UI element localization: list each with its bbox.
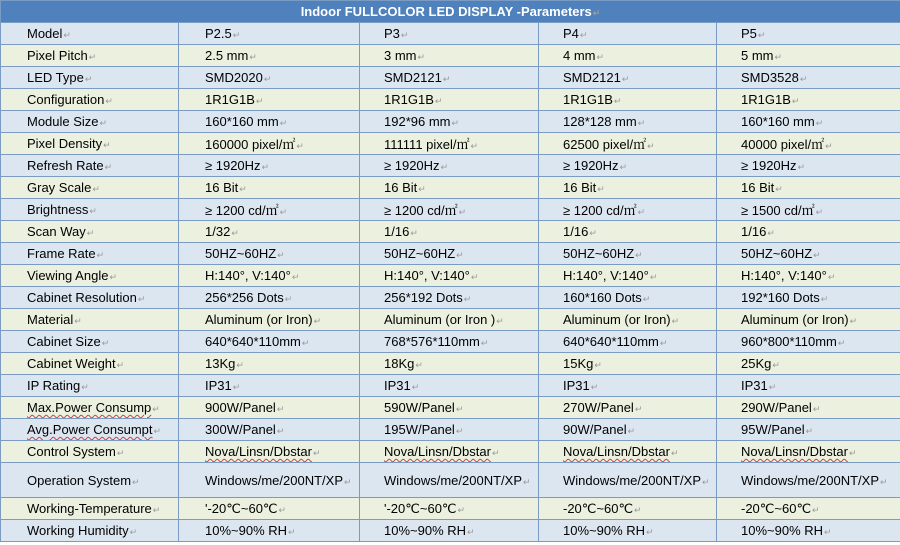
row-label: Cabinet Weight: [27, 356, 116, 371]
value-cell: 25Kg↵: [717, 353, 900, 375]
cell-value: 1/16: [563, 224, 589, 239]
cell-value: P3: [384, 26, 400, 41]
value-cell: 18Kg↵: [360, 353, 539, 375]
cell-value: 50HZ~60HZ: [563, 246, 635, 261]
row-label: Working-Temperature: [27, 501, 152, 516]
value-cell: Aluminum (or Iron )↵: [360, 309, 539, 331]
value-cell: 128*128 mm↵: [539, 111, 717, 133]
cell-value: 300W/Panel: [205, 422, 276, 437]
value-cell: 768*576*110mm↵: [360, 331, 539, 353]
cell-value: SMD3528: [741, 70, 799, 85]
value-cell: 960*800*110mm↵: [717, 331, 900, 353]
value-cell: 1R1G1B↵: [717, 89, 900, 111]
value-cell: 640*640*110mm↵: [179, 331, 360, 353]
value-cell: 290W/Panel↵: [717, 397, 900, 419]
table-row: [1, 111, 900, 133]
cell-value: 160*160 Dots: [563, 290, 642, 305]
cell-value: -20℃~60℃: [563, 500, 634, 516]
row-label-cell: Pixel Density↵: [1, 133, 179, 155]
value-cell: H:140°, V:140°↵: [179, 265, 360, 287]
table-row: [1, 133, 900, 155]
table-row: [1, 309, 900, 331]
value-cell: 2.5 mm↵: [179, 45, 360, 67]
cell-value: P2.5: [205, 26, 232, 41]
table-title-text: Indoor FULLCOLOR LED DISPLAY -Parameters: [300, 4, 592, 19]
value-cell: 15Kg↵: [539, 353, 717, 375]
row-label: Control System: [27, 444, 116, 459]
cell-value: 1/16: [741, 224, 767, 239]
cell-value: 290W/Panel: [741, 400, 812, 415]
row-label: Pixel Density: [27, 136, 103, 151]
cell-value: H:140°, V:140°: [741, 268, 827, 283]
row-label-cell: Operation System↵: [1, 463, 179, 498]
value-cell: P4↵: [539, 23, 717, 45]
cell-value: ≥ 1920Hz: [205, 158, 261, 173]
cell-value: Nova/Linsn/Dbstar: [205, 444, 312, 459]
value-cell: 590W/Panel↵: [360, 397, 539, 419]
row-label-cell: Configuration↵: [1, 89, 179, 111]
row-label: Pixel Pitch: [27, 48, 88, 63]
cell-value: 40000 pixel/㎡: [741, 137, 825, 152]
cell-value: 1R1G1B: [741, 92, 791, 107]
value-cell: 270W/Panel↵: [539, 397, 717, 419]
cell-value: 195W/Panel: [384, 422, 455, 437]
row-label-cell: Working Humidity↵: [1, 520, 179, 542]
table-row: [1, 155, 900, 177]
row-label-cell: Avg.Power Consumpt↵: [1, 419, 179, 441]
cell-value: 5 mm: [741, 48, 774, 63]
row-label-cell: Viewing Angle↵: [1, 265, 179, 287]
cell-value: 16 Bit: [384, 180, 418, 195]
table-title-row: [1, 1, 900, 23]
cell-value: 95W/Panel: [741, 422, 805, 437]
value-cell: 256*192 Dots↵: [360, 287, 539, 309]
cell-value: 960*800*110mm: [741, 334, 837, 349]
row-label: Configuration: [27, 92, 105, 107]
value-cell: 50HZ~60HZ↵: [717, 243, 900, 265]
table-row: [1, 463, 900, 498]
cell-value: P5: [741, 26, 757, 41]
cell-value: 111111 pixel/㎡: [384, 137, 470, 152]
table-row: [1, 520, 900, 542]
row-label-cell: Scan Way↵: [1, 221, 179, 243]
cell-value: Nova/Linsn/Dbstar: [563, 444, 670, 459]
cell-value: ≥ 1200 cd/㎡: [384, 203, 458, 218]
value-cell: 16 Bit↵: [360, 177, 539, 199]
table-row: [1, 243, 900, 265]
row-label-cell: Cabinet Weight↵: [1, 353, 179, 375]
cell-value: 25Kg: [741, 356, 772, 371]
table-row: [1, 265, 900, 287]
table-row: [1, 498, 900, 520]
value-cell: 1/16↵: [717, 221, 900, 243]
cell-value: Windows/me/200NT/XP: [741, 472, 879, 488]
row-label-cell: Working-Temperature↵: [1, 498, 179, 520]
cell-value: 10%~90% RH: [205, 523, 288, 538]
value-cell: 62500 pixel/㎡↵: [539, 133, 717, 155]
cell-value: IP31: [741, 378, 768, 393]
value-cell: 50HZ~60HZ↵: [360, 243, 539, 265]
cell-value: 50HZ~60HZ: [205, 246, 277, 261]
row-label: Cabinet Resolution: [27, 290, 137, 305]
value-cell: 50HZ~60HZ↵: [539, 243, 717, 265]
row-label: Refresh Rate: [27, 158, 104, 173]
value-cell: 160*160 mm↵: [717, 111, 900, 133]
cell-value: 1R1G1B: [563, 92, 613, 107]
value-cell: Nova/Linsn/Dbstar↵: [360, 441, 539, 463]
parameters-table-body: [1, 1, 900, 542]
row-label: Scan Way: [27, 224, 86, 239]
row-label: Model: [27, 26, 63, 41]
value-cell: 10%~90% RH↵: [539, 520, 717, 542]
table-row: [1, 67, 900, 89]
table-row: [1, 177, 900, 199]
cell-value: 1/16: [384, 224, 410, 239]
value-cell: 10%~90% RH↵: [717, 520, 900, 542]
value-cell: 16 Bit↵: [717, 177, 900, 199]
value-cell: 10%~90% RH↵: [179, 520, 360, 542]
row-label-cell: Model↵: [1, 23, 179, 45]
cell-value: 62500 pixel/㎡: [563, 137, 647, 152]
cell-value: IP31: [384, 378, 411, 393]
table-row: [1, 89, 900, 111]
row-label: LED Type: [27, 70, 84, 85]
cell-value: ≥ 1200 cd/㎡: [205, 203, 279, 218]
cell-value: SMD2020: [205, 70, 263, 85]
row-label: Avg.Power Consumpt: [27, 422, 153, 437]
value-cell: IP31↵: [717, 375, 900, 397]
cell-value: Nova/Linsn/Dbstar: [741, 444, 848, 459]
row-label: Cabinet Size: [27, 334, 101, 349]
value-cell: 16 Bit↵: [179, 177, 360, 199]
cell-value: 590W/Panel: [384, 400, 455, 415]
value-cell: P5↵: [717, 23, 900, 45]
cell-value: Windows/me/200NT/XP: [205, 472, 343, 488]
value-cell: 40000 pixel/㎡↵: [717, 133, 900, 155]
table-row: [1, 331, 900, 353]
value-cell: 3 mm↵: [360, 45, 539, 67]
row-label-cell: Refresh Rate↵: [1, 155, 179, 177]
value-cell: 160*160 Dots↵: [539, 287, 717, 309]
value-cell: '-20℃~60℃↵: [360, 498, 539, 520]
cell-value: Aluminum (or Iron): [205, 312, 313, 327]
cell-value: 270W/Panel: [563, 400, 634, 415]
cell-value: 640*640*110mm: [563, 334, 659, 349]
value-cell: P3↵: [360, 23, 539, 45]
cell-value: ≥ 1920Hz: [384, 158, 440, 173]
value-cell: 50HZ~60HZ↵: [179, 243, 360, 265]
value-cell: SMD2020↵: [179, 67, 360, 89]
value-cell: 4 mm↵: [539, 45, 717, 67]
value-cell: 900W/Panel↵: [179, 397, 360, 419]
value-cell: 16 Bit↵: [539, 177, 717, 199]
cell-value: Nova/Linsn/Dbstar: [384, 444, 491, 459]
value-cell: 90W/Panel↵: [539, 419, 717, 441]
value-cell: Windows/me/200NT/XP↵: [539, 463, 717, 498]
row-label: Material: [27, 312, 74, 327]
value-cell: 1/32↵: [179, 221, 360, 243]
row-label: Viewing Angle: [27, 268, 109, 283]
value-cell: ≥ 1200 cd/㎡↵: [539, 199, 717, 221]
value-cell: 95W/Panel↵: [717, 419, 900, 441]
cell-value: 16 Bit: [205, 180, 239, 195]
cell-value: 128*128 mm: [563, 114, 637, 129]
row-label-cell: Pixel Pitch↵: [1, 45, 179, 67]
value-cell: SMD2121↵: [360, 67, 539, 89]
table-row: [1, 419, 900, 441]
cell-value: 1R1G1B: [205, 92, 255, 107]
row-label: Module Size: [27, 114, 99, 129]
cell-value: ≥ 1500 cd/㎡: [741, 203, 815, 218]
value-cell: -20℃~60℃↵: [539, 498, 717, 520]
value-cell: Nova/Linsn/Dbstar↵: [717, 441, 900, 463]
cell-value: 4 mm: [563, 48, 596, 63]
value-cell: IP31↵: [360, 375, 539, 397]
value-cell: 5 mm↵: [717, 45, 900, 67]
row-label-cell: Brightness↵: [1, 199, 179, 221]
row-label-cell: Cabinet Size↵: [1, 331, 179, 353]
value-cell: 1R1G1B↵: [539, 89, 717, 111]
cell-value: 10%~90% RH: [741, 523, 824, 538]
cell-value: H:140°, V:140°: [384, 268, 470, 283]
cell-value: 15Kg: [563, 356, 594, 371]
row-label: Working Humidity: [27, 523, 129, 538]
value-cell: Windows/me/200NT/XP↵: [717, 463, 900, 498]
value-cell: H:140°, V:140°↵: [360, 265, 539, 287]
row-label: Operation System: [27, 472, 132, 488]
row-label-cell: Max.Power Consump↵: [1, 397, 179, 419]
value-cell: 160000 pixel/㎡↵: [179, 133, 360, 155]
cell-value: IP31: [205, 378, 232, 393]
cell-value: 1R1G1B: [384, 92, 434, 107]
row-label-cell: Gray Scale↵: [1, 177, 179, 199]
cell-value: 900W/Panel: [205, 400, 276, 415]
value-cell: H:140°, V:140°↵: [539, 265, 717, 287]
value-cell: ≥ 1200 cd/㎡↵: [360, 199, 539, 221]
cell-value: Windows/me/200NT/XP: [384, 472, 522, 488]
value-cell: ≥ 1920Hz↵: [179, 155, 360, 177]
cell-value: 160*160 mm: [205, 114, 279, 129]
cell-value: 256*192 Dots: [384, 290, 463, 305]
value-cell: 1/16↵: [360, 221, 539, 243]
value-cell: 111111 pixel/㎡↵: [360, 133, 539, 155]
value-cell: Aluminum (or Iron)↵: [717, 309, 900, 331]
cell-value: 2.5 mm: [205, 48, 249, 63]
cell-value: 13Kg: [205, 356, 236, 371]
cell-value: Aluminum (or Iron): [563, 312, 671, 327]
cell-value: SMD2121: [563, 70, 621, 85]
cell-value: 3 mm: [384, 48, 417, 63]
row-label: Brightness: [27, 202, 89, 217]
value-cell: IP31↵: [179, 375, 360, 397]
cell-value: 192*96 mm: [384, 114, 451, 129]
value-cell: Windows/me/200NT/XP↵: [360, 463, 539, 498]
cell-value: 160*160 mm: [741, 114, 815, 129]
cell-value: 10%~90% RH: [563, 523, 646, 538]
value-cell: 1R1G1B↵: [179, 89, 360, 111]
row-label-cell: Control System↵: [1, 441, 179, 463]
cell-value: 18Kg: [384, 356, 415, 371]
value-cell: H:140°, V:140°↵: [717, 265, 900, 287]
value-cell: 195W/Panel↵: [360, 419, 539, 441]
cell-value: 16 Bit: [563, 180, 597, 195]
value-cell: Windows/me/200NT/XP↵: [179, 463, 360, 498]
cell-value: H:140°, V:140°: [205, 268, 291, 283]
value-cell: IP31↵: [539, 375, 717, 397]
value-cell: P2.5↵: [179, 23, 360, 45]
row-label-cell: IP Rating↵: [1, 375, 179, 397]
value-cell: 10%~90% RH↵: [360, 520, 539, 542]
value-cell: Aluminum (or Iron)↵: [539, 309, 717, 331]
cell-value: ≥ 1920Hz: [563, 158, 619, 173]
cell-value: SMD2121: [384, 70, 442, 85]
row-label-cell: Material↵: [1, 309, 179, 331]
value-cell: -20℃~60℃↵: [717, 498, 900, 520]
table-row: [1, 375, 900, 397]
row-label-cell: Module Size↵: [1, 111, 179, 133]
cell-value: Aluminum (or Iron): [741, 312, 849, 327]
row-label: IP Rating: [27, 378, 81, 393]
value-cell: 1/16↵: [539, 221, 717, 243]
cell-value: Aluminum (or Iron ): [384, 312, 496, 327]
table-row: [1, 221, 900, 243]
value-cell: ≥ 1500 cd/㎡↵: [717, 199, 900, 221]
value-cell: 192*96 mm↵: [360, 111, 539, 133]
value-cell: Aluminum (or Iron)↵: [179, 309, 360, 331]
value-cell: 192*160 Dots↵: [717, 287, 900, 309]
value-cell: 300W/Panel↵: [179, 419, 360, 441]
table-row: [1, 441, 900, 463]
table-row: [1, 287, 900, 309]
cell-value: 160000 pixel/㎡: [205, 137, 296, 152]
cell-value: P4: [563, 26, 579, 41]
cell-value: 1/32: [205, 224, 231, 239]
cell-value: '-20℃~60℃: [205, 500, 278, 516]
value-cell: ≥ 1200 cd/㎡↵: [179, 199, 360, 221]
value-cell: 256*256 Dots↵: [179, 287, 360, 309]
table-row: [1, 199, 900, 221]
value-cell: Nova/Linsn/Dbstar↵: [179, 441, 360, 463]
cell-value: 640*640*110mm: [205, 334, 301, 349]
table-row: [1, 353, 900, 375]
row-label-cell: Frame Rate↵: [1, 243, 179, 265]
cell-value: '-20℃~60℃: [384, 500, 457, 516]
cell-value: 10%~90% RH: [384, 523, 467, 538]
cell-value: 50HZ~60HZ: [384, 246, 456, 261]
value-cell: ≥ 1920Hz↵: [539, 155, 717, 177]
row-label: Gray Scale: [27, 180, 92, 195]
value-cell: ≥ 1920Hz↵: [717, 155, 900, 177]
row-label: Max.Power Consump: [27, 400, 152, 415]
table-row: [1, 45, 900, 67]
value-cell: ≥ 1920Hz↵: [360, 155, 539, 177]
cell-value: 16 Bit: [741, 180, 775, 195]
cell-value: 256*256 Dots: [205, 290, 284, 305]
row-label-cell: LED Type↵: [1, 67, 179, 89]
value-cell: '-20℃~60℃↵: [179, 498, 360, 520]
cell-value: 768*576*110mm: [384, 334, 480, 349]
table-row: [1, 23, 900, 45]
row-label: Frame Rate: [27, 246, 96, 261]
value-cell: SMD3528↵: [717, 67, 900, 89]
table-title: Indoor FULLCOLOR LED DISPLAY -Parameters↵: [1, 1, 900, 23]
cell-value: ≥ 1200 cd/㎡: [563, 203, 637, 218]
cell-value: Windows/me/200NT/XP: [563, 472, 701, 488]
value-cell: 13Kg↵: [179, 353, 360, 375]
cell-value: 90W/Panel: [563, 422, 627, 437]
cell-value: IP31: [563, 378, 590, 393]
table-row: [1, 397, 900, 419]
value-cell: 160*160 mm↵: [179, 111, 360, 133]
value-cell: 1R1G1B↵: [360, 89, 539, 111]
value-cell: 640*640*110mm↵: [539, 331, 717, 353]
row-label-cell: Cabinet Resolution↵: [1, 287, 179, 309]
cell-value: -20℃~60℃: [741, 500, 812, 516]
cell-value: 50HZ~60HZ: [741, 246, 813, 261]
value-cell: SMD2121↵: [539, 67, 717, 89]
cell-value: H:140°, V:140°: [563, 268, 649, 283]
cell-value: ≥ 1920Hz: [741, 158, 797, 173]
cell-value: 192*160 Dots: [741, 290, 820, 305]
value-cell: Nova/Linsn/Dbstar↵: [539, 441, 717, 463]
